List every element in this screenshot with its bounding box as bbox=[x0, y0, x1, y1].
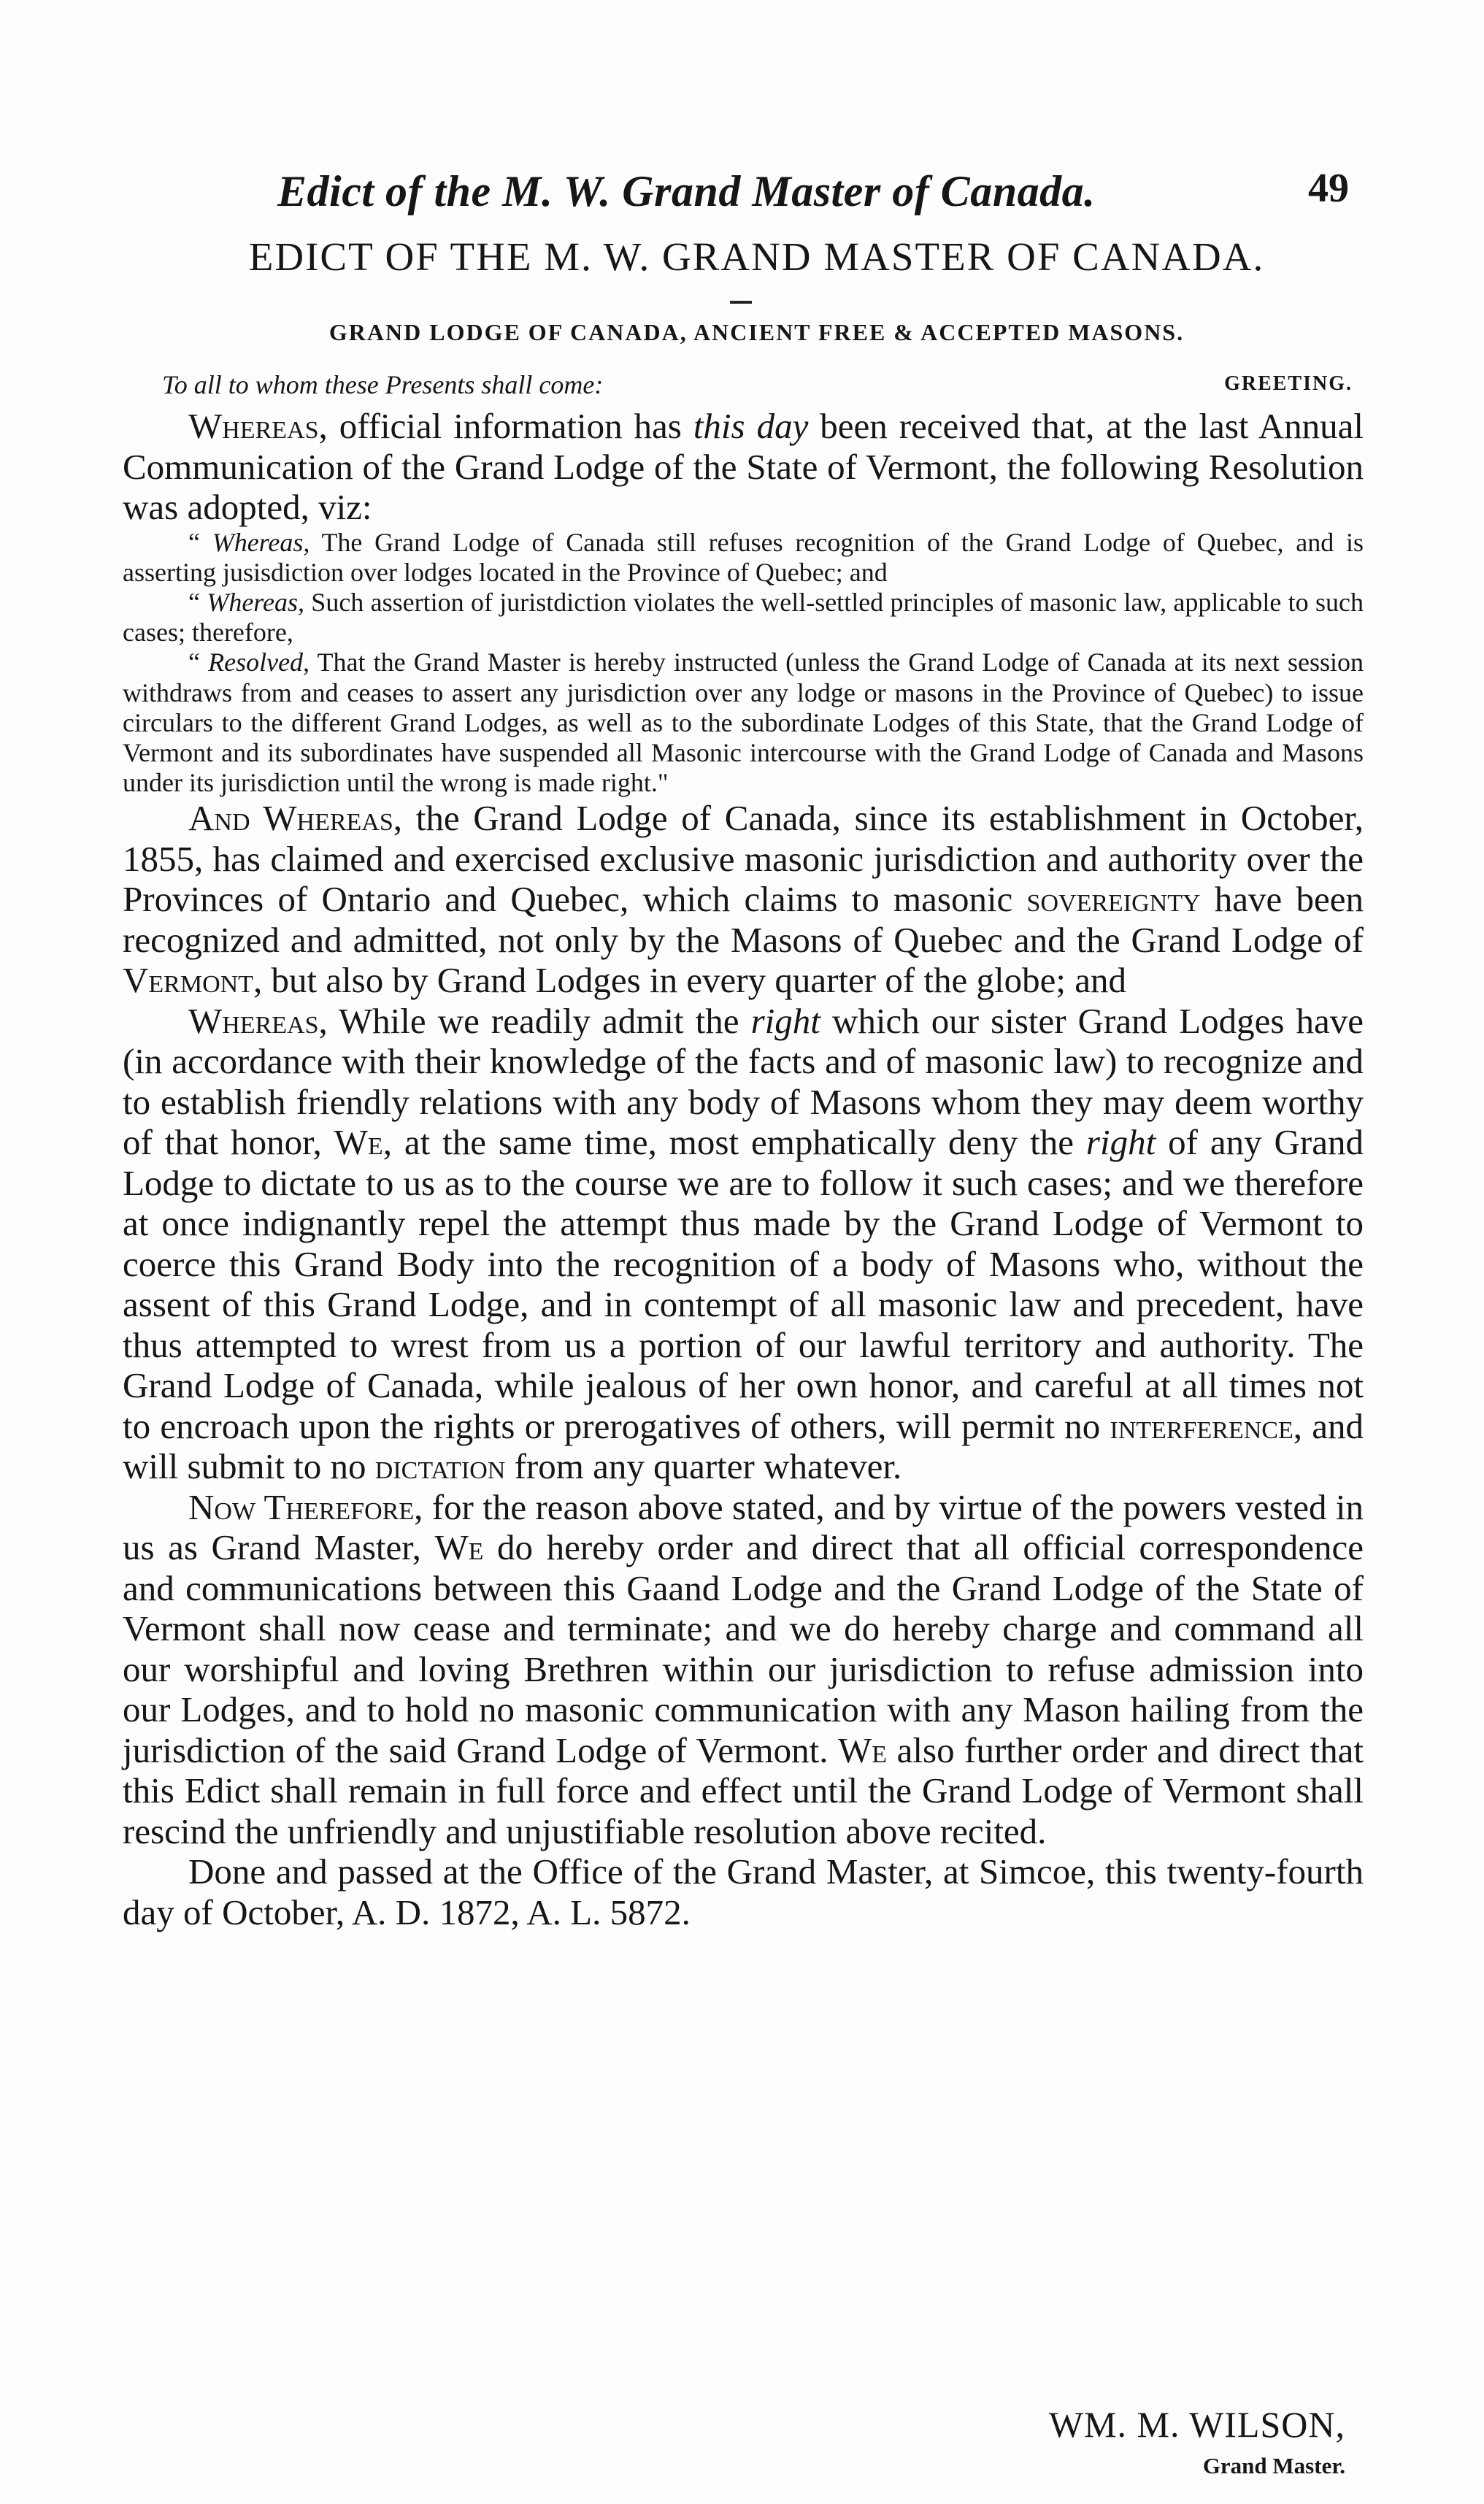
paragraph-whereas-2: Whereas, While we readily admit the right which our sister Grand Lodges have (in accordance with their knowledge of the facts and of masonic law) to recognize and to establish friendly relations with any body of Masons whom they may deem worthy of that honor, We, at the same time, most emphatically deny the right of any Grand Lodge to dictate to us as to the course we are to follow it such cases; and we therefore at once indignantly repel the attempt thus made by the Grand Lodge of Vermont to coerce this Grand Body into the recognition of a body of Masons who, without the assent of this Grand Lodge, and in contempt of all masonic law and precedent, have thus attempted to wrest from us a portion of our lawful territory and authority. The Grand Lodge of Canada, while jealous of her own honor, and careful at all times not to encroach upon the rights or prerogatives of others, will permit no interference, and will submit to no dictation from any quarter whatever. bbox=[123, 1000, 1364, 1487]
page-title: EDICT OF THE M. W. GRAND MASTER OF CANADA. bbox=[248, 234, 1265, 279]
quoted-resolution-2: “ Whereas, Such assertion of juristdiction violates the well-settled principles of masonic law, applicable to such cases; therefore, bbox=[123, 587, 1364, 648]
paragraph-whereas-1: Whereas, official information has this day been received that, at the last Annual Communication of the Grand Lodge of the State of Vermont, the following Resolution was adopted, viz: bbox=[123, 406, 1364, 527]
address-line bbox=[162, 369, 1353, 400]
paragraph-done-and-passed: Done and passed at the Office of the Grand Master, at Simcoe, this twenty-fourth day of October, A. D. 1872, A. L. 5872. bbox=[123, 1851, 1364, 1932]
signatory-title: Grand Master. bbox=[1202, 2453, 1345, 2478]
page-number: 49 bbox=[1308, 166, 1349, 211]
greeting: GREETING. bbox=[1224, 372, 1353, 395]
paragraph-now-therefore: Now Therefore, for the reason above stated, and by virtue of the powers vested in us as Grand Master, We do hereby order and direct that all official correspondence and communications between this Gaand Lodge and the Grand Lodge of the State of Vermont shall now cease and terminate; and we do hereby charge and command all our worshipful and loving Brethren within our jurisdiction to refuse admission into our Lodges, and to hold no masonic communication with any Mason hailing from the jurisdiction of the said Grand Lodge of Vermont. We also further order and direct that this Edict shall remain in full force and effect until the Grand Lodge of Vermont shall rescind the unfriendly and unjustifiable resolution above recited. bbox=[123, 1486, 1364, 1851]
address-to: To all to whom these Presents shall come: bbox=[162, 370, 604, 399]
paragraph-and-whereas: And Whereas, the Grand Lodge of Canada, since its establishment in October, 1855, has claimed and exercised exclusive masonic jurisdiction and authority over the Provinces of Ontario and Quebec, which claims to masonic sovereignty have been recognized and admitted, not only by the Masons of Quebec and the Grand Lodge of Vermont, but also by Grand Lodges in every quarter of the globe; and bbox=[123, 798, 1364, 1001]
page-subtitle: GRAND LODGE OF CANADA, ANCIENT FREE & ACCEPTED MASONS. bbox=[328, 319, 1185, 345]
signature-block bbox=[1049, 2403, 1345, 2479]
quoted-resolution-3: “ Resolved, That the Grand Master is hereby instructed (unless the Grand Lodge of Canada at its next session withdraws from and ceases to assert any jurisdiction over any lodge or masons in the Province of Quebec) to issue circulars to the different Grand Lodges, as well as to the subordinate Lodges of this State, that the Grand Lodge of Vermont and its subordinates have suspended all Masonic intercourse with the Grand Lodge of Canada and Masons under its jurisdiction until the wrong is made right." bbox=[123, 648, 1364, 798]
title-rule bbox=[730, 301, 752, 304]
edict-body bbox=[123, 406, 1364, 1932]
running-head: Edict of the M. W. Grand Master of Canada. bbox=[277, 167, 1096, 215]
quoted-resolution-1: “ Whereas, The Grand Lodge of Canada still refuses recognition of the Grand Lodge of Quebec, and is asserting jusisdiction over lodges located in the Province of Quebec; and bbox=[123, 527, 1364, 587]
signatory-name: WM. M. WILSON, bbox=[1048, 2404, 1345, 2445]
